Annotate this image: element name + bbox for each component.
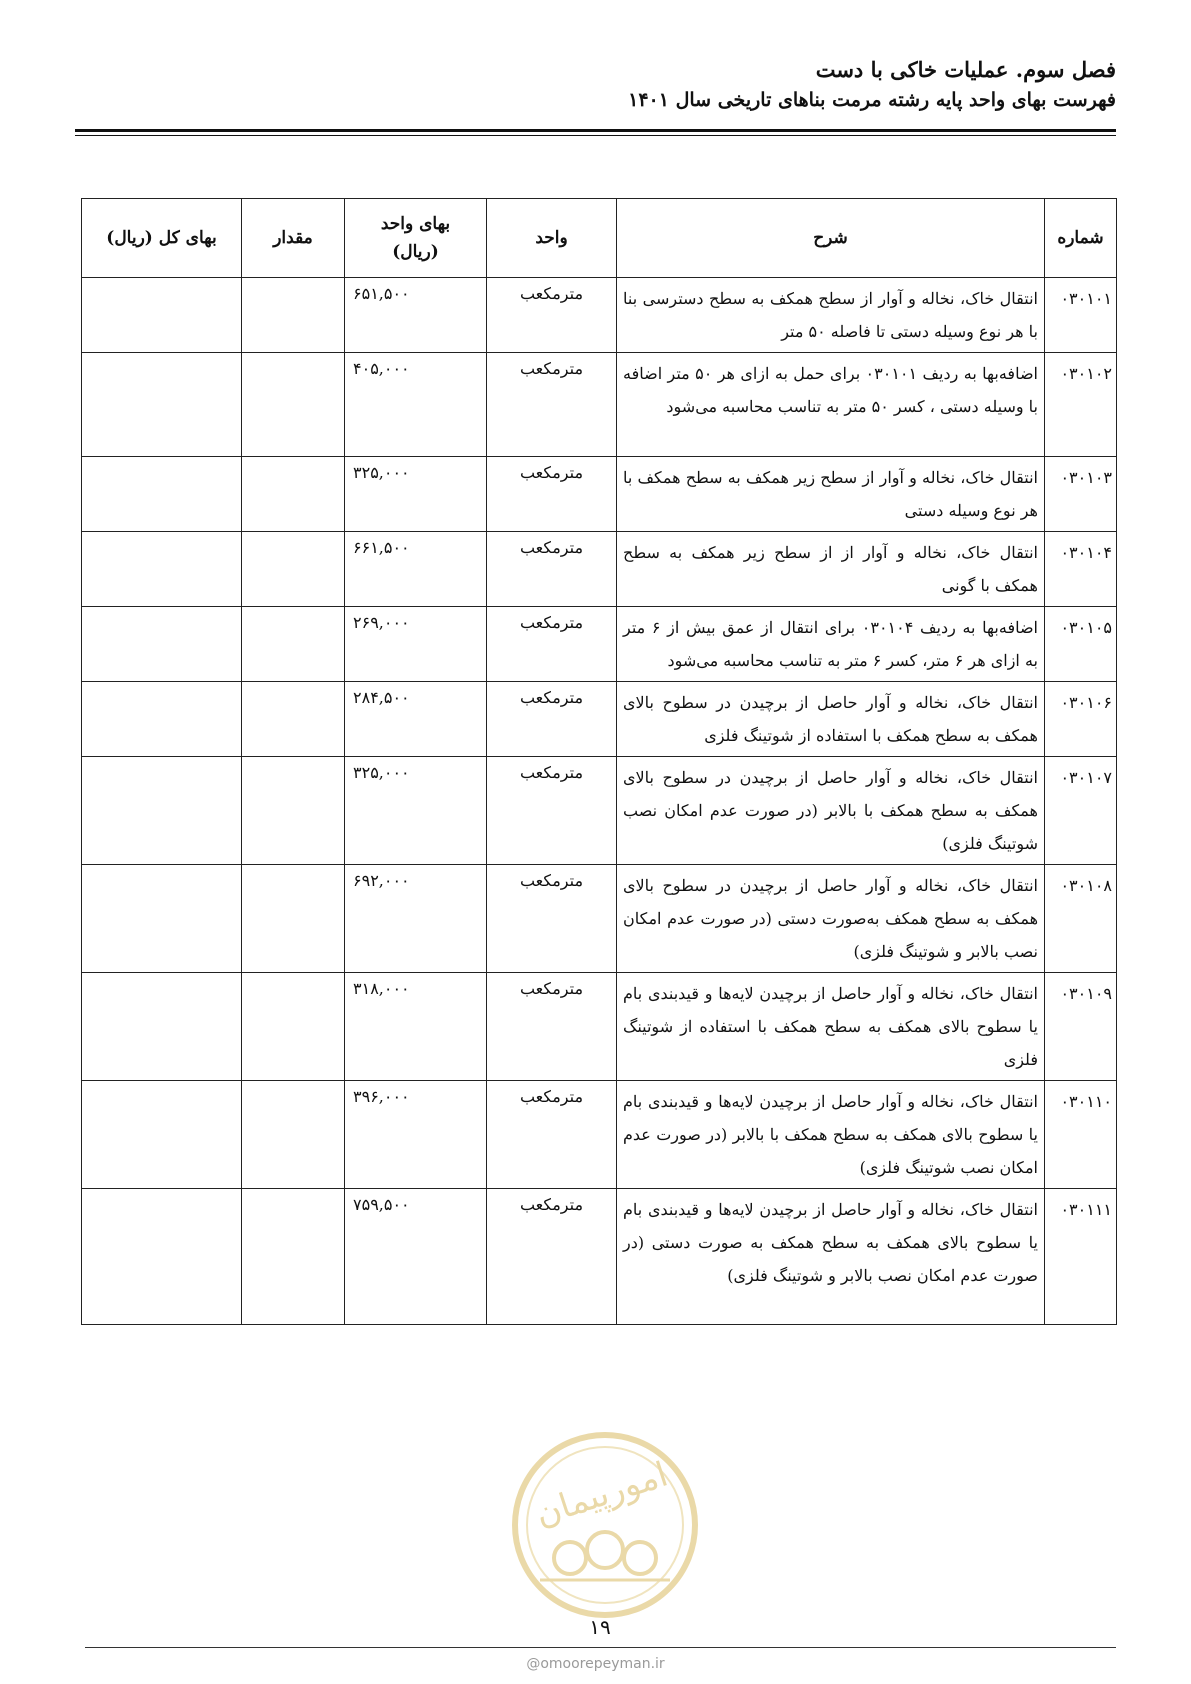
watermark-gear-icon bbox=[624, 1542, 656, 1574]
page-number: ۱۹ bbox=[589, 1615, 611, 1639]
watermark-logo-text: امورپیمان bbox=[530, 1454, 673, 1535]
row-description: انتقال خاک، نخاله و آوار حاصل از برچیدن در سطوح بالای همکف به سطح همکف به‌صورت دستی (در صورت عدم امکان نصب بالابر و شوتینگ فلزی) bbox=[617, 865, 1045, 973]
table-row bbox=[82, 278, 1117, 353]
row-quantity bbox=[242, 865, 345, 973]
row-quantity bbox=[242, 757, 345, 865]
header-unit-price-line1: بهای واحد bbox=[380, 214, 451, 234]
header-code: شماره bbox=[1045, 199, 1117, 278]
row-quantity bbox=[242, 457, 345, 532]
row-code: ۰۳۰۱۰۳ bbox=[1045, 457, 1117, 532]
row-code: ۰۳۰۱۰۵ bbox=[1045, 607, 1117, 682]
row-unit: مترمکعب bbox=[487, 353, 617, 457]
row-description: اضافه‌بها به ردیف ۰۳۰۱۰۴ برای انتقال از عمق بیش از ۶ متر به ازای هر ۶ متر، کسر ۶ متر به تناسب محاسبه می‌شود bbox=[617, 607, 1045, 682]
table-row bbox=[82, 1081, 1117, 1189]
row-unit: مترمکعب bbox=[487, 757, 617, 865]
row-total bbox=[82, 353, 242, 457]
row-quantity bbox=[242, 1189, 345, 1325]
header-rule-thick bbox=[75, 129, 1116, 132]
price-list-table bbox=[81, 198, 1117, 1325]
row-unit: مترمکعب bbox=[487, 1189, 617, 1325]
header-unit: واحد bbox=[487, 199, 617, 278]
row-unit-price: ۶۹۲,۰۰۰ bbox=[345, 865, 487, 973]
row-unit: مترمکعب bbox=[487, 1081, 617, 1189]
table-row bbox=[82, 353, 1117, 457]
row-code: ۰۳۰۱۰۲ bbox=[1045, 353, 1117, 457]
row-quantity bbox=[242, 278, 345, 353]
row-quantity bbox=[242, 1081, 345, 1189]
row-unit: مترمکعب bbox=[487, 607, 617, 682]
row-code: ۰۳۰۱۰۱ bbox=[1045, 278, 1117, 353]
row-unit-price: ۲۶۹,۰۰۰ bbox=[345, 607, 487, 682]
row-total bbox=[82, 682, 242, 757]
watermark-gear-icon bbox=[554, 1542, 586, 1574]
row-quantity bbox=[242, 607, 345, 682]
row-unit: مترمکعب bbox=[487, 278, 617, 353]
row-unit-price: ۳۲۵,۰۰۰ bbox=[345, 457, 487, 532]
table-row bbox=[82, 757, 1117, 865]
table-row bbox=[82, 682, 1117, 757]
row-description: انتقال خاک، نخاله و آوار حاصل از برچیدن لایه‌ها و قیدبندی بام یا سطوح بالای همکف به سطح همکف با بالابر (در صورت عدم امکان نصب شوتینگ فلزی) bbox=[617, 1081, 1045, 1189]
table-row bbox=[82, 1189, 1117, 1325]
watermark-logo bbox=[510, 1430, 700, 1620]
row-unit: مترمکعب bbox=[487, 682, 617, 757]
row-unit: مترمکعب bbox=[487, 865, 617, 973]
row-unit-price: ۲۸۴,۵۰۰ bbox=[345, 682, 487, 757]
row-total bbox=[82, 607, 242, 682]
header-rule-thin bbox=[75, 135, 1116, 136]
page-header bbox=[75, 55, 1116, 115]
row-unit: مترمکعب bbox=[487, 532, 617, 607]
header-total-price: بهای کل (ریال) bbox=[82, 199, 242, 278]
row-description: انتقال خاک، نخاله و آوار حاصل از برچیدن لایه‌ها و قیدبندی بام یا سطوح بالای همکف به سطح همکف با استفاده از شوتینگ فلزی bbox=[617, 973, 1045, 1081]
row-description: اضافه‌بها به ردیف ۰۳۰۱۰۱ برای حمل به ازای هر ۵۰ متر اضافه با وسیله دستی ، کسر ۵۰ متر به تناسب محاسبه می‌شود bbox=[617, 353, 1045, 457]
row-unit-price: ۴۰۵,۰۰۰ bbox=[345, 353, 487, 457]
row-unit: مترمکعب bbox=[487, 973, 617, 1081]
row-code: ۰۳۰۱۱۰ bbox=[1045, 1081, 1117, 1189]
row-total bbox=[82, 865, 242, 973]
footer-website: @omoorepeyman.ir bbox=[526, 1656, 665, 1672]
row-description: انتقال خاک، نخاله و آوار از از سطح زیر همکف به سطح همکف با گونی bbox=[617, 532, 1045, 607]
row-total bbox=[82, 973, 242, 1081]
row-total bbox=[82, 757, 242, 865]
row-quantity bbox=[242, 973, 345, 1081]
header-unit-price-line2: (ریال) bbox=[392, 242, 439, 262]
row-description: انتقال خاک، نخاله و آوار حاصل از برچیدن در سطوح بالای همکف به سطح همکف با بالابر (در صورت عدم امکان نصب شوتینگ فلزی) bbox=[617, 757, 1045, 865]
row-description: انتقال خاک، نخاله و آوار حاصل از برچیدن لایه‌ها و قیدبندی بام یا سطوح بالای همکف به سطح همکف به صورت دستی (در صورت عدم امکان نصب بالابر و شوتینگ فلزی) bbox=[617, 1189, 1045, 1325]
row-quantity bbox=[242, 682, 345, 757]
table-header-row bbox=[82, 199, 1117, 278]
row-total bbox=[82, 1189, 242, 1325]
header-unit-price bbox=[345, 199, 487, 278]
document-subtitle: فهرست بهای واحد پایه رشته مرمت بناهای تاریخی سال ۱۴۰۱ bbox=[628, 89, 1116, 111]
row-unit-price: ۶۶۱,۵۰۰ bbox=[345, 532, 487, 607]
row-description: انتقال خاک، نخاله و آوار از سطح زیر همکف به سطح همکف با هر نوع وسیله دستی bbox=[617, 457, 1045, 532]
table-row bbox=[82, 973, 1117, 1081]
table-row bbox=[82, 457, 1117, 532]
row-total bbox=[82, 1081, 242, 1189]
row-unit-price: ۳۹۶,۰۰۰ bbox=[345, 1081, 487, 1189]
chapter-title: فصل سوم. عملیات خاکی با دست bbox=[815, 57, 1116, 82]
row-description: انتقال خاک، نخاله و آوار حاصل از برچیدن در سطوح بالای همکف به سطح همکف با استفاده از شوتینگ فلزی bbox=[617, 682, 1045, 757]
row-code: ۰۳۰۱۰۹ bbox=[1045, 973, 1117, 1081]
table-row bbox=[82, 607, 1117, 682]
row-unit-price: ۶۵۱,۵۰۰ bbox=[345, 278, 487, 353]
header-quantity: مقدار bbox=[242, 199, 345, 278]
row-unit-price: ۳۱۸,۰۰۰ bbox=[345, 973, 487, 1081]
row-code: ۰۳۰۱۰۷ bbox=[1045, 757, 1117, 865]
row-quantity bbox=[242, 353, 345, 457]
table-row bbox=[82, 865, 1117, 973]
row-code: ۰۳۰۱۰۸ bbox=[1045, 865, 1117, 973]
row-unit-price: ۷۵۹,۵۰۰ bbox=[345, 1189, 487, 1325]
row-unit-price: ۳۲۵,۰۰۰ bbox=[345, 757, 487, 865]
row-total bbox=[82, 532, 242, 607]
row-total bbox=[82, 278, 242, 353]
table-row bbox=[82, 532, 1117, 607]
row-code: ۰۳۰۱۱۱ bbox=[1045, 1189, 1117, 1325]
row-code: ۰۳۰۱۰۶ bbox=[1045, 682, 1117, 757]
watermark-gear-icon bbox=[587, 1532, 623, 1568]
row-code: ۰۳۰۱۰۴ bbox=[1045, 532, 1117, 607]
row-unit: مترمکعب bbox=[487, 457, 617, 532]
row-quantity bbox=[242, 532, 345, 607]
row-description: انتقال خاک، نخاله و آوار از سطح همکف به سطح دسترسی بنا با هر نوع وسیله دستی تا فاصله ۵۰ متر bbox=[617, 278, 1045, 353]
header-description: شرح bbox=[617, 199, 1045, 278]
footer-rule bbox=[85, 1647, 1116, 1648]
row-total bbox=[82, 457, 242, 532]
